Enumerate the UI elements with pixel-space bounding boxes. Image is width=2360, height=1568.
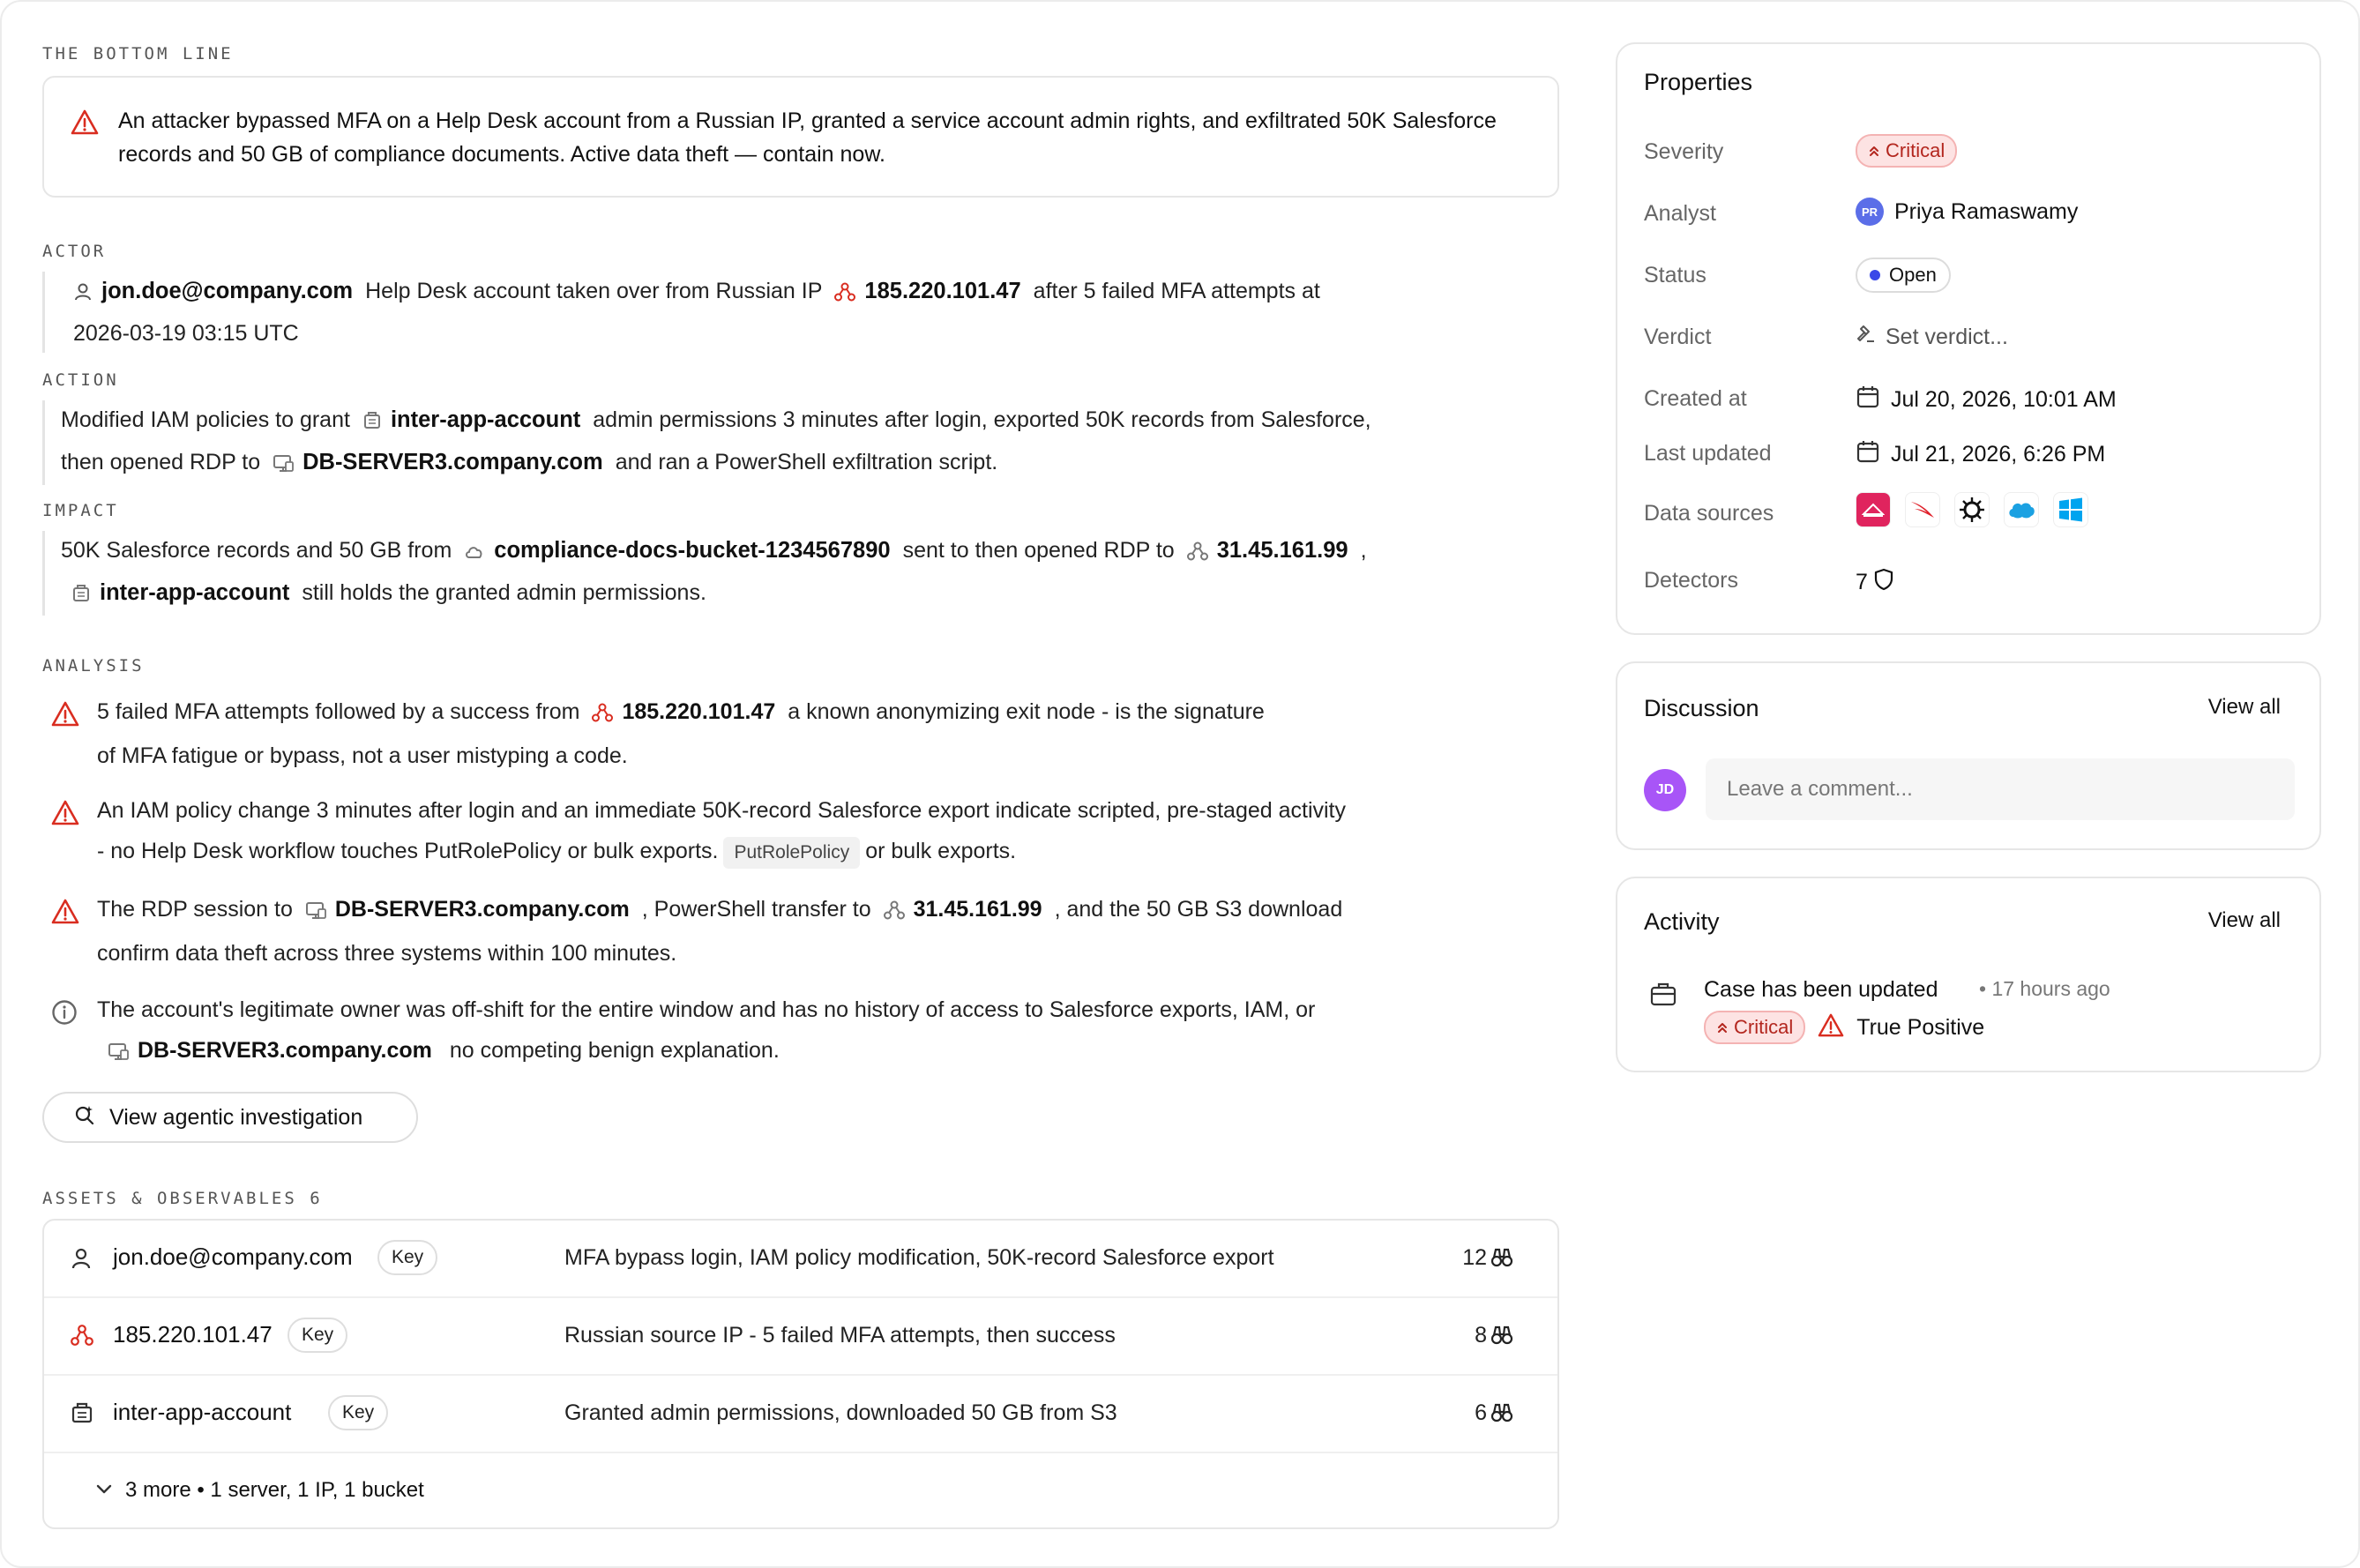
analysis-1-ip-link[interactable]: 185.220.101.47	[622, 699, 776, 724]
asset-name[interactable]: 185.220.101.47	[113, 1321, 273, 1348]
action-text-4: and ran a PowerShell exfiltration script.	[615, 450, 998, 474]
calendar-icon	[1856, 439, 1880, 470]
shield-icon	[1873, 568, 1894, 597]
discussion-card	[1616, 661, 2321, 850]
impact-text-2: sent to then opened RDP to	[902, 538, 1175, 563]
activity-time: • 17 hours ago	[1979, 977, 2110, 1000]
impact-paragraph	[42, 531, 1542, 616]
updated-label: Last updated	[1644, 441, 1772, 466]
server-icon	[305, 892, 326, 933]
actor-timestamp: 2026-03-19 03:15 UTC	[73, 321, 299, 346]
comment-input[interactable]	[1706, 758, 2295, 820]
avatar: PR	[1856, 198, 1884, 226]
crowdstrike-falcon-icon[interactable]	[1905, 492, 1940, 527]
analysis-label: ANALYSIS	[42, 656, 145, 676]
activity-severity-text: Critical	[1734, 1016, 1794, 1038]
analyst-label: Analyst	[1644, 201, 1716, 226]
search-sparkle-icon	[74, 1104, 95, 1131]
binoculars-icon	[1490, 1402, 1513, 1428]
table-row[interactable]	[44, 1298, 1557, 1376]
double-chevron-up-icon	[1716, 1016, 1729, 1039]
verdict-text: Set verdict...	[1886, 325, 2008, 349]
avatar: JD	[1644, 769, 1686, 811]
server-icon	[273, 446, 294, 485]
action-server-link[interactable]: DB-SERVER3.company.com	[302, 450, 603, 474]
analysis-1-text-2: a known anonymizing exit node - is the signature	[788, 699, 1265, 724]
actor-user-link[interactable]: jon.doe@company.com	[101, 279, 354, 303]
impact-text-4: still holds the granted admin permissions.	[302, 580, 706, 605]
key-badge: Key	[377, 1240, 437, 1275]
user-icon	[73, 275, 93, 314]
user-icon	[71, 1247, 92, 1274]
activity-card	[1616, 877, 2321, 1072]
bottom-line-label: THE BOTTOM LINE	[42, 44, 234, 63]
warning-icon	[51, 898, 79, 938]
analysis-item-1	[51, 691, 1462, 776]
asset-name[interactable]: inter-app-account	[113, 1399, 292, 1425]
key-badge: Key	[328, 1395, 388, 1430]
aws-console-icon[interactable]	[1856, 492, 1891, 527]
impact-ip-link[interactable]: 31.45.161.99	[1216, 538, 1348, 563]
properties-title: Properties	[1644, 69, 1753, 95]
updated-value	[1856, 439, 2105, 470]
analysis-2-text-1: An IAM policy change 3 minutes after login and an immediate 50K-record Salesforce export indicate scripted, pre-staged activity	[97, 798, 1347, 823]
show-more-label: 3 more • 1 server, 1 IP, 1 bucket	[125, 1478, 424, 1502]
briefcase-icon	[1649, 981, 1677, 1012]
analysis-item-4	[51, 989, 1515, 1074]
actor-ip-link[interactable]: 185.220.101.47	[864, 279, 1021, 303]
warning-icon	[1818, 1013, 1844, 1042]
action-text-3: then opened RDP to	[61, 450, 261, 474]
impact-label: IMPACT	[42, 501, 119, 520]
status-dot-icon	[1870, 270, 1880, 280]
analyst-name: Priya Ramaswamy	[1894, 198, 2079, 224]
warning-icon	[71, 109, 99, 140]
actor-text-1: Help Desk account taken over from Russian IP	[365, 279, 823, 303]
table-row[interactable]	[44, 1376, 1557, 1453]
key-badge: Key	[288, 1318, 347, 1353]
binoculars-icon	[1490, 1247, 1513, 1273]
asset-count: 8	[1475, 1323, 1487, 1348]
status-label: Status	[1644, 263, 1707, 287]
detectors-label: Detectors	[1644, 568, 1738, 593]
severity-text: Critical	[1886, 139, 1946, 161]
status-badge[interactable]	[1856, 258, 1951, 293]
analysis-2-text-2: - no Help Desk workflow touches PutRolePolicy or bulk exports.	[97, 839, 719, 863]
action-label: ACTION	[42, 370, 119, 390]
table-row[interactable]	[44, 1221, 1557, 1298]
analysis-4-text-2: no competing benign explanation.	[449, 1038, 780, 1063]
analysis-4-text-1: The account's legitimate owner was off-shift for the entire window and has no history of access to Salesforce exports, IAM, or	[97, 997, 1316, 1022]
ip-network-icon	[834, 275, 855, 314]
activity-details	[1704, 1011, 1984, 1044]
windows-icon[interactable]	[2053, 492, 2088, 527]
assets-table	[42, 1219, 1559, 1529]
severity-label: Severity	[1644, 139, 1724, 164]
putrolepolicy-chip: PutRolePolicy	[723, 837, 860, 869]
service-account-icon	[71, 1402, 93, 1428]
warning-icon	[51, 799, 79, 840]
analysis-3-text-4: confirm data theft across three systems within 100 minutes.	[97, 941, 677, 966]
activity-view-all-link[interactable]: View all	[2207, 908, 2281, 932]
verdict-label: Verdict	[1644, 325, 1712, 349]
severity-value[interactable]	[1856, 134, 1957, 168]
impact-text-1: 50K Salesforce records and 50 GB from	[61, 538, 452, 563]
properties-card	[1616, 42, 2321, 635]
view-agentic-label: View agentic investigation	[109, 1104, 363, 1130]
status-text: Open	[1889, 264, 1937, 286]
created-text: Jul 20, 2026, 10:01 AM	[1891, 387, 2117, 412]
server-icon	[108, 1034, 129, 1074]
asset-count: 12	[1462, 1245, 1487, 1270]
ip-network-icon	[71, 1325, 93, 1350]
action-account-link[interactable]: inter-app-account	[390, 407, 581, 432]
info-icon	[51, 998, 78, 1039]
warning-icon	[51, 700, 79, 741]
analysis-2-text-3: or bulk exports.	[865, 839, 1017, 863]
created-label: Created at	[1644, 386, 1747, 411]
action-paragraph	[42, 400, 1542, 485]
status-value[interactable]	[1856, 258, 1951, 293]
ip-network-icon	[1187, 534, 1208, 573]
analysis-3-ip-link[interactable]: 31.45.161.99	[913, 897, 1042, 922]
ip-network-icon	[884, 892, 905, 933]
analysis-item-2	[51, 790, 1515, 871]
asset-description: Granted admin permissions, downloaded 50 GB from S3	[564, 1400, 1117, 1425]
analysis-3-text-2: , PowerShell transfer to	[641, 897, 871, 922]
discussion-title: Discussion	[1644, 695, 1759, 721]
activity-event-text: Case has been updated	[1704, 977, 1938, 1002]
action-text-2: admin permissions 3 minutes after login, exported 50K records from Salesforce,	[593, 407, 1371, 432]
data-sources-label: Data sources	[1644, 501, 1774, 526]
binoculars-icon	[1490, 1325, 1513, 1350]
asset-description: Russian source IP - 5 failed MFA attempts, then success	[564, 1323, 1116, 1348]
show-more-assets-button[interactable]	[44, 1453, 1557, 1529]
analyst-value[interactable]	[1856, 198, 2078, 226]
updated-text: Jul 21, 2026, 6:26 PM	[1891, 442, 2106, 467]
analysis-item-3	[51, 889, 1462, 974]
assets-label: ASSETS & OBSERVABLES 6	[42, 1189, 323, 1208]
asset-name[interactable]: jon.doe@company.com	[113, 1243, 353, 1270]
set-verdict-button[interactable]	[1856, 325, 2008, 350]
analysis-3-text-1: The RDP session to	[97, 897, 293, 922]
asset-count: 6	[1475, 1400, 1487, 1425]
actor-text-2: after 5 failed MFA attempts at	[1033, 279, 1320, 303]
discussion-view-all-link[interactable]: View all	[2207, 695, 2281, 719]
created-value	[1856, 385, 2117, 415]
salesforce-icon[interactable]	[2004, 492, 2039, 527]
okta-icon[interactable]	[1954, 492, 1990, 527]
severity-badge[interactable]	[1856, 134, 1957, 168]
action-text-1: Modified IAM policies to grant	[61, 407, 350, 432]
detectors-count: 7	[1856, 570, 1868, 594]
calendar-icon	[1856, 385, 1880, 415]
bottom-line-box	[42, 76, 1559, 198]
view-agentic-investigation-button[interactable]	[42, 1092, 418, 1143]
activity-title: Activity	[1644, 908, 1720, 935]
ip-network-icon	[592, 695, 613, 735]
analysis-4-server-link[interactable]: DB-SERVER3.company.com	[138, 1038, 432, 1063]
analysis-3-text-3: , and the 50 GB S3 download	[1054, 897, 1343, 922]
impact-bucket-link[interactable]: compliance-docs-bucket-1234567890	[494, 538, 891, 563]
analysis-1-text-3: of MFA fatigue or bypass, not a user mistyping a code.	[97, 743, 628, 768]
chevron-down-icon	[95, 1483, 113, 1500]
detectors-value[interactable]	[1856, 568, 1894, 597]
service-account-icon	[362, 404, 382, 443]
gavel-icon	[1856, 325, 1875, 350]
severity-badge	[1704, 1011, 1805, 1044]
impact-text-3: ,	[1360, 538, 1367, 563]
activity-verdict-text: True Positive	[1856, 1014, 1985, 1040]
bottom-line-text: An attacker bypassed MFA on a Help Desk account from a Russian IP, granted a service account admin rights, and exfiltrated 50K Salesforce records and 50 GB of compliance documents. Active data theft — contain now.	[118, 108, 1497, 167]
double-chevron-up-icon	[1868, 139, 1880, 162]
analysis-3-server-link[interactable]: DB-SERVER3.company.com	[334, 897, 630, 922]
impact-account-link[interactable]: inter-app-account	[100, 580, 290, 605]
asset-description: MFA bypass login, IAM policy modification, 50K-record Salesforce export	[564, 1245, 1274, 1270]
service-account-icon	[71, 577, 91, 616]
data-sources-list	[1856, 492, 2088, 527]
actor-label: ACTOR	[42, 242, 107, 261]
analysis-1-text-1: 5 failed MFA attempts followed by a success from	[97, 699, 580, 724]
cloud-bucket-icon	[464, 534, 485, 573]
actor-paragraph	[42, 272, 1471, 353]
